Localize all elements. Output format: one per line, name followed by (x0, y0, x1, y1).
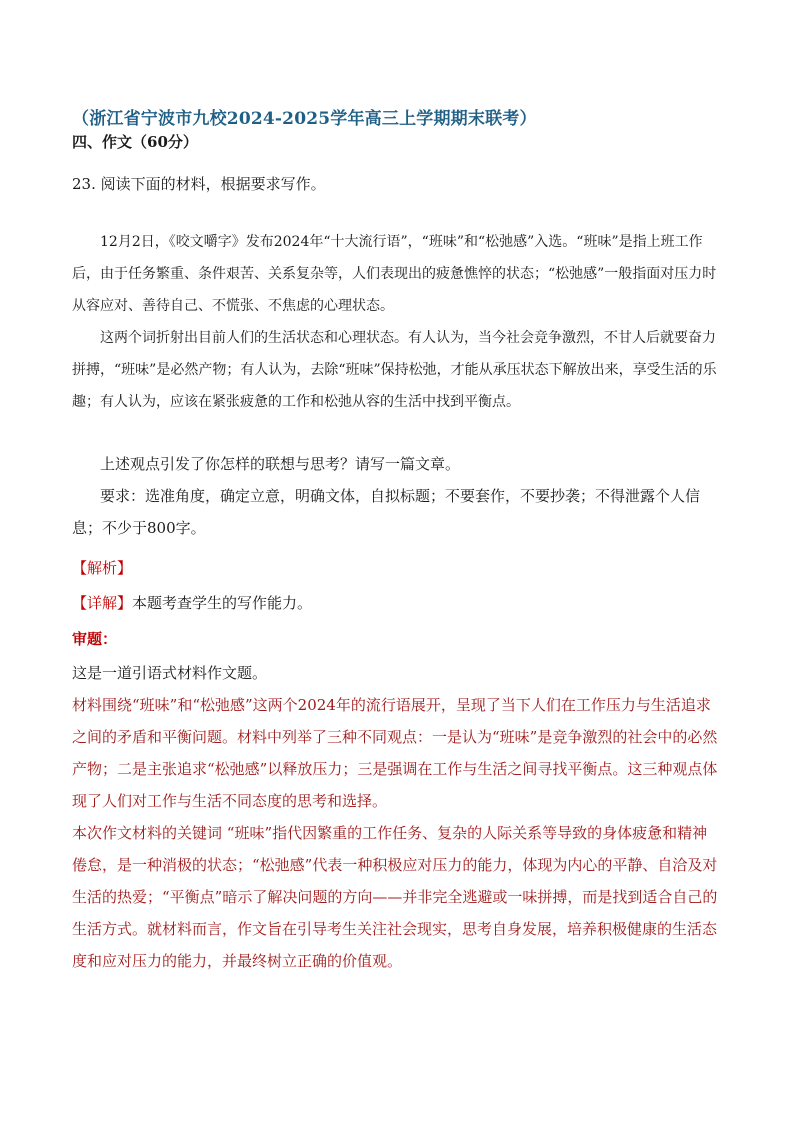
analysis-paragraph-1: 材料围绕“班味”和“松弛感”这两个2024年的流行语展开，呈现了当下人们在工作压力与生活追求之间的矛盾和平衡问题。材料中列举了三种不同观点：一是认为“班味”是竞争激烈的社会中的必然产物；二是主张追求“松弛感”以释放压力；三是强调在工作与生活之间寻找平衡点。这三种观点体现了人们对工作与生活不同态度的思考和选择。 (72, 696, 718, 810)
material-paragraph-1: 12月2日，《咬文嚼字》发布2024年“十大流行语”，“班味”和“松弛感”入选。“班味”是指上班工作后，由于任务繁重、条件艰苦、关系复杂等，人们表现出的疲惫憔悴的状态；“松弛感”一般指面对压力时从容应对、善待自己、不慌张、不焦虑的心理状态。 (72, 234, 717, 314)
question-prompt: 上述观点引发了你怎样的联想与思考？请写一篇文章。 (100, 455, 461, 473)
question-intro: 23. 阅读下面的材料，根据要求写作。 (72, 175, 326, 193)
question-material (72, 226, 722, 418)
detail-line (72, 587, 722, 619)
detail-label: 【详解】 (72, 594, 133, 612)
review-label: 审题： (72, 630, 118, 648)
analysis-label: 【解析】 (72, 559, 133, 577)
analysis-paragraph-2: 本次作文材料的关键词 “班味”指代因繁重的工作任务、复杂的人际关系等导致的身体疲惫和精神倦怠，是一种消极的状态；“松弛感”代表一种积极应对压力的能力，体现为内心的平静、自洽及对生活的热爱；“平衡点”暗示了解决问题的方向——并非完全逃避或一味拼搏，而是找到适合自己的生活方式。就材料而言，作文旨在引导考生关注社会现实，思考自身发展，培养积极健康的生活态度和应对压力的能力，并最终树立正确的价值观。 (72, 824, 718, 970)
question-requirement: 要求：选准角度，确定立意，明确文体，自拟标题；不要套作，不要抄袭；不得泄露个人信息；不少于800字。 (72, 487, 701, 537)
analysis-body (72, 657, 722, 977)
analysis-line-1: 这是一道引语式材料作文题。 (72, 664, 268, 682)
section-heading: 四、作文（60分） (72, 133, 198, 151)
material-paragraph-2: 这两个词折射出目前人们的生活状态和心理状态。有人认为，当今社会竞争激烈，不甘人后就要奋力拼搏，“班味”是必然产物；有人认为，去除“班味”保持松弛，才能从承压状态下解放出来，享受生活的乐趣；有人认为，应该在紧张疲惫的工作和松弛从容的生活中找到平衡点。 (72, 330, 717, 410)
exam-source-title: （浙江省宁波市九校2024-2025学年高三上学期期末联考） (72, 109, 537, 129)
question-prompt-block (72, 448, 722, 544)
detail-text: 本题考查学生的写作能力。 (132, 594, 313, 612)
